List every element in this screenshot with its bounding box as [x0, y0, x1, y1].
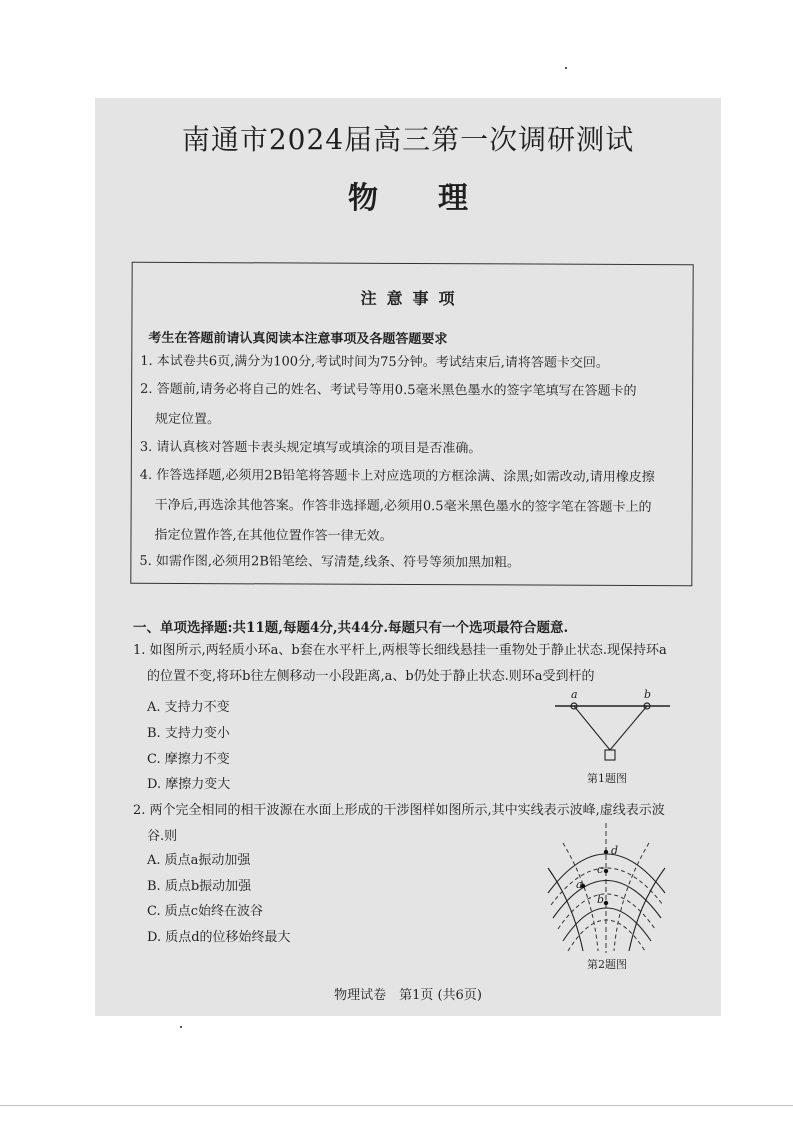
question-text: 2. 两个完全相同的相干波源在水面上形成的干涉图样如图所示,其中实线表示波峰,虚线表示波	[133, 803, 665, 818]
section-heading: 一、单项选择题:共11题,每题4分,共44分.每题只有一个选项最符合题意.	[133, 620, 569, 636]
exam-page	[95, 98, 721, 1016]
item-text-continued: 指定位置作答,在其他位置作答一律无效。	[154, 527, 393, 544]
point-c	[604, 869, 608, 873]
option-a: A. 支持力不变	[147, 700, 230, 715]
label-c: c	[597, 863, 604, 876]
item-number: 2.	[140, 381, 153, 397]
option-c: C. 质点c始终在波谷	[147, 904, 264, 919]
point-d	[604, 850, 608, 854]
hanging-weight	[605, 750, 615, 760]
option-c: C. 摩擦力不变	[147, 752, 230, 767]
string-right	[610, 706, 647, 750]
option-b: B. 质点b振动加强	[147, 879, 252, 894]
label-a: a	[576, 878, 583, 891]
notice-item	[139, 547, 684, 579]
subject-title: 物理	[348, 181, 528, 216]
notice-box	[130, 262, 693, 586]
item-text: 作答选择题,必须用2B铅笔将答题卡上对应选项的方框涂满、涂黑;如需改动,请用橡皮擦	[156, 467, 655, 486]
figure-2-caption: 第2题图	[587, 958, 627, 971]
exam-title: 南通市2024届高三第一次调研测试	[181, 123, 635, 156]
notice-item	[140, 375, 685, 437]
question-text: 1. 如图所示,两轻质小环a、b套在水平杆上,两根等长细线悬挂一重物处于静止状态.现保持环a	[133, 643, 667, 658]
item-text-continued: 干净后,再选涂其他答案。作答非选择题,必须用0.5毫米黑色墨水的签字笔在答题卡上的	[154, 497, 652, 516]
item-number: 1.	[140, 353, 153, 369]
question-text-continued: 谷.则	[147, 829, 178, 844]
trough-line-cross	[563, 843, 598, 951]
notice-intro: 考生在答题前请认真阅读本注意事项及各题答题要求	[148, 330, 448, 348]
string-left	[574, 706, 610, 750]
figure-1	[550, 694, 680, 774]
crest-line	[553, 881, 661, 919]
item-text: 本试卷共6页,满分为100分,考试时间为75分钟。考试结束后,请将答题卡交回。	[156, 353, 609, 371]
crest-line-cross	[629, 868, 665, 951]
item-number: 3.	[139, 439, 153, 455]
option-d: D. 质点d的位移始终最大	[147, 930, 291, 945]
question-text-continued: 的位置不变,将环b往左侧移动一小段距离,a、b仍处于静止状态.则环a受到杆的	[147, 669, 595, 684]
item-number: 5.	[139, 553, 152, 569]
option-b: B. 支持力变小	[147, 726, 230, 741]
item-text: 请认真核对答题卡表头规定填写或填涂的项目是否准确。	[156, 439, 482, 457]
question-1	[133, 638, 667, 690]
label-b: b	[597, 893, 605, 906]
page-footer: 物理试卷 第1页 (共6页)	[334, 988, 482, 1003]
label-a: a	[571, 688, 578, 701]
item-number: 4.	[139, 467, 153, 483]
scan-speck	[180, 1026, 182, 1028]
label-d: d	[611, 844, 619, 857]
item-text: 答题前,请务必将自己的姓名、考试号等用0.5毫米黑色墨水的签字笔填写在答题卡的	[156, 381, 637, 399]
item-text-continued: 规定位置。	[154, 411, 221, 428]
figure-2	[543, 823, 673, 953]
figure-1-caption: 第1题图	[587, 772, 627, 785]
page-bottom-rule	[0, 1105, 793, 1106]
option-d: D. 摩擦力变大	[147, 777, 231, 792]
label-b: b	[644, 688, 652, 701]
point-b	[604, 901, 608, 905]
trough-line-cross	[614, 843, 649, 951]
option-a: A. 质点a振动加强	[147, 853, 251, 868]
scan-speck	[565, 67, 567, 69]
notice-heading: 注意事项	[360, 288, 465, 309]
notice-item	[139, 461, 684, 553]
item-text: 如需作图,必须用2B铅笔绘、写清楚,线条、符号等须加黑加粗。	[155, 553, 521, 571]
